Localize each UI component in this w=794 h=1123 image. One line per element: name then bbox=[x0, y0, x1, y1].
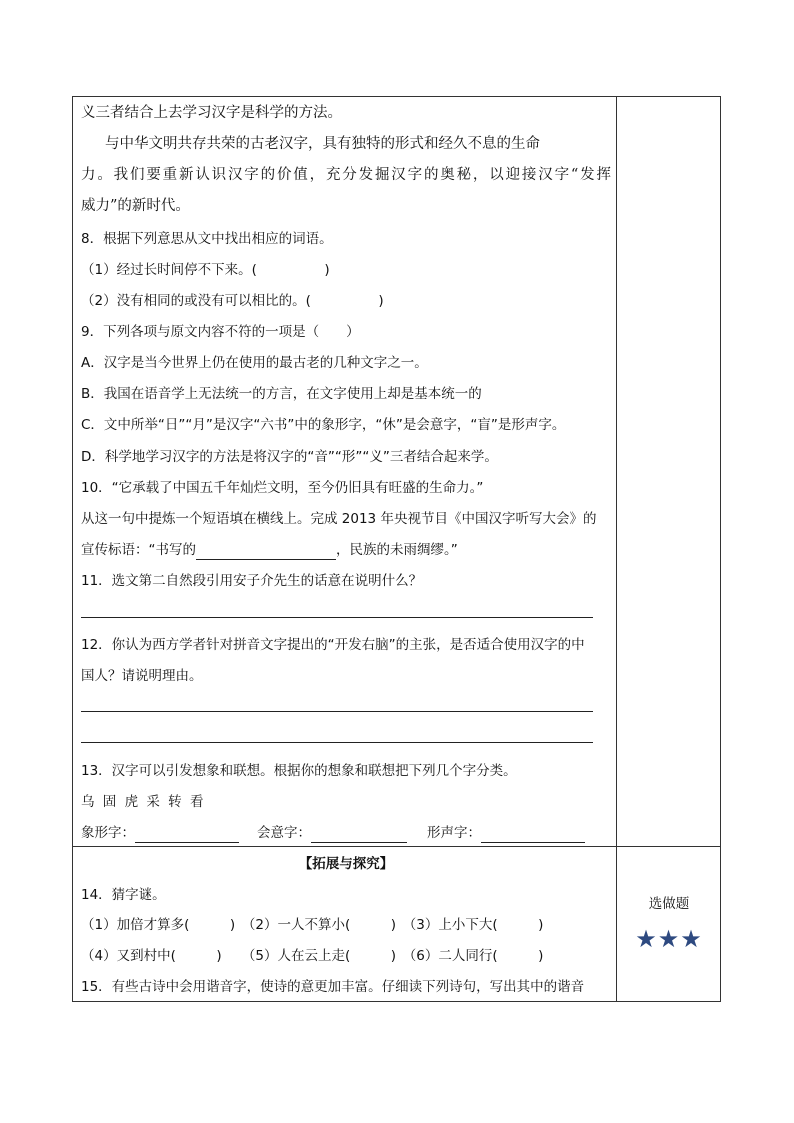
section-title: 【拓展与探究】 bbox=[298, 856, 394, 872]
passage-line: 与中华文明共存共荣的古老汉字，具有独特的形式和经久不息的生命 bbox=[105, 136, 540, 152]
slogan-suffix: ，民族的未雨绸缪。” bbox=[336, 542, 458, 558]
slogan-prefix: 宣传标语：“书写的 bbox=[81, 542, 196, 558]
character-list: 乌 固 虎 采 转 看 bbox=[81, 794, 206, 810]
phonogram-label: 形声字： bbox=[427, 825, 481, 841]
question-12: 12．你认为西方学者针对拼音文字提出的“开发右脑”的主张，是否适合使用汉字的中 bbox=[81, 637, 585, 653]
answer-line[interactable] bbox=[81, 742, 593, 743]
difficulty-stars-icon: ★★★ bbox=[635, 925, 703, 953]
question-8-item: （1）经过长时间停不下来。( ) bbox=[81, 262, 330, 278]
question-8: 8．根据下列意思从文中找出相应的词语。 bbox=[81, 231, 333, 247]
optional-label: 选做题 bbox=[648, 896, 690, 912]
answer-line[interactable] bbox=[81, 617, 593, 618]
question-10: 10．“它承载了中国五千年灿烂文明，至今仍旧具有旺盛的生命力。” bbox=[81, 480, 484, 496]
classification-row bbox=[81, 823, 585, 843]
answer-blank[interactable] bbox=[196, 544, 336, 560]
question-14: 14．猜字谜。 bbox=[81, 887, 166, 903]
question-11: 11．选文第二自然段引用安子介先生的话意在说明什么？ bbox=[81, 573, 423, 589]
passage-line: 义三者结合上去学习汉字是科学的方法。 bbox=[81, 105, 342, 121]
ideograph-label: 会意字： bbox=[257, 825, 311, 841]
option-c: C．文中所举“日”“月”是汉字“六书”中的象形字，“休”是会意字，“盲”是形声字。 bbox=[81, 417, 566, 433]
question-10-slogan bbox=[81, 540, 458, 560]
passage-line: 力。我们要重新认识汉字的价值，充分发掘汉字的奥秘，以迎接汉字“发挥 bbox=[81, 167, 611, 183]
worksheet-table bbox=[72, 96, 721, 1002]
riddle-row: （1）加倍才算多( ) （2）一人不算小( ) （3）上小下大( ) bbox=[81, 917, 544, 933]
option-b: B．我国在语音学上无法统一的方言，在文字使用上却是基本统一的 bbox=[81, 386, 482, 402]
option-a: A．汉字是当今世界上仍在使用的最古老的几种文字之一。 bbox=[81, 355, 428, 371]
pictograph-label: 象形字： bbox=[81, 825, 135, 841]
question-12-line: 国人？请说明理由。 bbox=[81, 668, 203, 684]
passage-line: 威力”的新时代。 bbox=[81, 198, 190, 214]
answer-line[interactable] bbox=[81, 711, 593, 712]
riddle-row: （4）又到村中( ) （5）人在云上走( ) （6）二人同行( ) bbox=[81, 948, 544, 964]
question-10-line: 从这一句中提炼一个短语填在横线上。完成 2013 年央视节目《中国汉字听写大会》的 bbox=[81, 511, 597, 527]
answer-blank[interactable] bbox=[135, 827, 239, 843]
answer-blank[interactable] bbox=[481, 827, 585, 843]
option-d: D．科学地学习汉字的方法是将汉字的“音”“形”“义”三者结合起来学。 bbox=[81, 449, 498, 465]
question-8-item: （2）没有相同的或没有可以相比的。( ) bbox=[81, 293, 384, 309]
side-column bbox=[617, 847, 721, 1002]
question-9: 9．下列各项与原文内容不符的一项是（ ） bbox=[81, 324, 360, 340]
answer-blank[interactable] bbox=[311, 827, 407, 843]
question-13: 13．汉字可以引发想象和联想。根据你的想象和联想把下列几个字分类。 bbox=[81, 763, 517, 779]
question-15: 15．有些古诗中会用谐音字，使诗的意更加丰富。仔细读下列诗句，写出其中的谐音 bbox=[81, 979, 585, 995]
